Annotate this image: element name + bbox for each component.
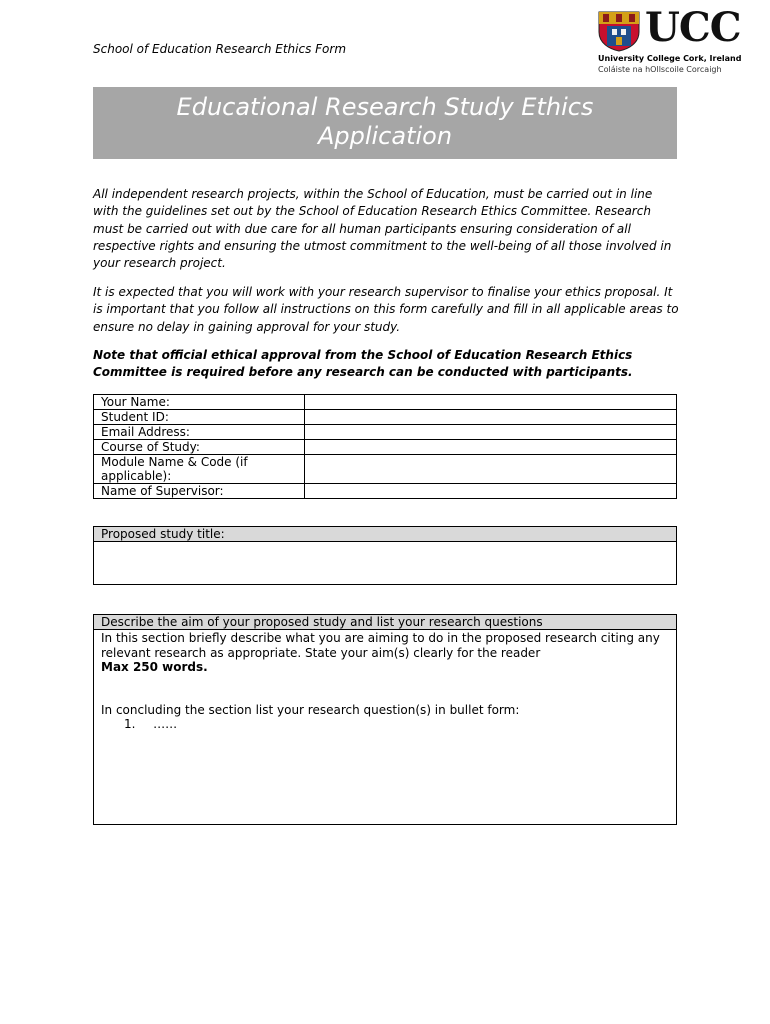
aim-section [93, 614, 677, 825]
table-row [94, 395, 677, 410]
ucc-wordmark: UCC [645, 4, 741, 51]
email-address-field[interactable] [305, 425, 677, 440]
approval-note: Note that official ethical approval from the School of Education Research Ethics Committee is required before any research can be conducted with participants. [93, 348, 633, 380]
max-words-note: Max 250 words. [101, 660, 208, 674]
study-title-section [93, 526, 677, 585]
your-name-field[interactable] [305, 395, 677, 410]
list-item [101, 717, 669, 732]
title-line-1: Educational Research Study Ethics [176, 93, 594, 121]
logo-irish-name: Coláiste na hOllscoile Corcaigh [598, 65, 722, 74]
student-id-field[interactable] [305, 410, 677, 425]
table-row [94, 410, 677, 425]
aim-instruction: In this section briefly describe what you are aiming to do in the proposed research citing any relevant research as appropriate. State your aim(s) clearly for the reader [101, 631, 660, 660]
study-title-field[interactable] [94, 542, 676, 584]
aim-section-header: Describe the aim of your proposed study and list your research questions [94, 615, 676, 630]
logo-university-name: University College Cork, Ireland [598, 54, 742, 63]
module-name-field[interactable] [305, 455, 677, 484]
list-item-number: 1. [124, 717, 136, 731]
supervisor-name-field[interactable] [305, 484, 677, 499]
list-item-text: …… [153, 717, 178, 731]
table-row [94, 484, 677, 499]
student-id-label: Student ID: [94, 410, 305, 425]
supervisor-name-label: Name of Supervisor: [94, 484, 305, 499]
table-row [94, 440, 677, 455]
module-name-label: Module Name & Code (if applicable): [94, 455, 305, 484]
title-line-2: Application [317, 122, 453, 150]
course-of-study-label: Course of Study: [94, 440, 305, 455]
crest-icon [597, 10, 641, 52]
research-questions-instruction: In concluding the section list your research question(s) in bullet form: [101, 702, 520, 717]
form-header: School of Education Research Ethics Form [93, 42, 347, 56]
intro-paragraph-1: All independent research projects, within the School of Education, must be carried out in line with the guidelines set out by the School of Education Research Ethics Committee. Research must be carried out with due care for all human participants ensuring consideration of all respective rights and ensuring the utmost commitment to the well-being of all those involved in your research project. [93, 187, 672, 271]
email-address-label: Email Address: [94, 425, 305, 440]
your-name-label: Your Name: [94, 395, 305, 410]
table-row [94, 425, 677, 440]
ucc-logo [597, 4, 747, 76]
student-info-table [93, 394, 677, 499]
aim-section-field[interactable] [94, 630, 676, 732]
study-title-header: Proposed study title: [94, 527, 676, 542]
table-row [94, 455, 677, 484]
course-of-study-field[interactable] [305, 440, 677, 455]
intro-paragraph-2: It is expected that you will work with your research supervisor to finalise your ethics proposal. It is important that you follow all instructions on this form carefully and fill in all applicable areas to ensure no delay in gaining approval for your study. [93, 285, 679, 334]
page-title [93, 87, 677, 159]
